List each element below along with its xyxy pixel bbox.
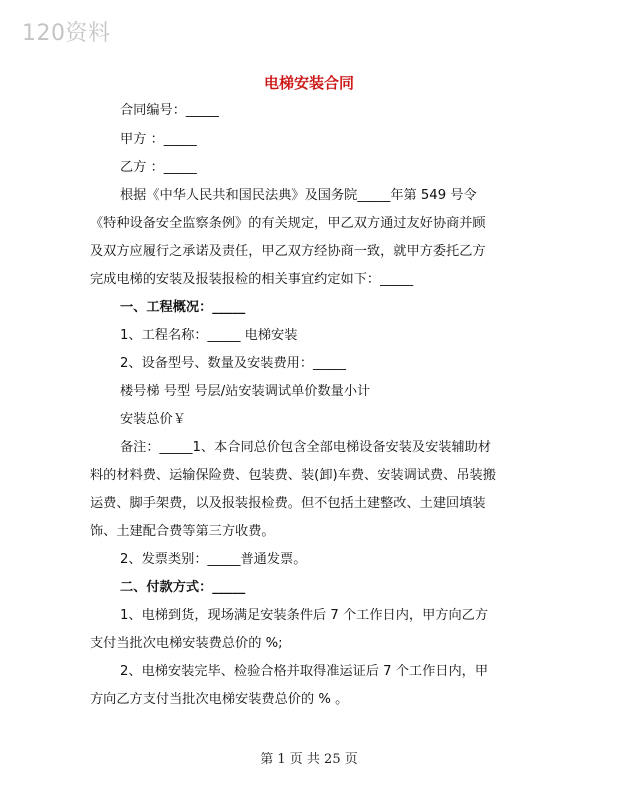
watermark-logo: 120资料 <box>22 21 111 46</box>
page-footer: 第 1 页 共 25 页 <box>260 752 358 767</box>
remark-line-4: 饰、土建配合费等第三方收费。 <box>90 524 275 539</box>
payment-1-line-2: 支付当批次电梯安装费总价的 %; <box>90 636 283 651</box>
party-b-line: 乙方 ：_____ <box>120 160 197 175</box>
preamble-line-1: 根据《中华人民共和国民法典》及国务院_____年第 549 号令 <box>120 188 477 203</box>
remark-line-3: 运费、脚手架费，以及报装报检费。但不包括土建整改、土建回填装 <box>90 496 486 511</box>
payment-1-line-1: 1、电梯到货，现场满足安装条件后 7 个工作日内，甲方向乙方 <box>120 608 489 623</box>
section-1-heading: 一、工程概况：_____ <box>120 300 246 315</box>
table-header-line: 楼号梯 号型 号层/站安装调试单价数量小计 <box>120 384 371 399</box>
remark-line-2: 料的材料费、运输保险费、包装费、装(卸)车费、安装调试费、吊装搬 <box>90 468 496 483</box>
preamble-line-2: 《特种设备安全监察条例》的有关规定，甲乙双方通过友好协商并顾 <box>90 216 486 231</box>
party-a-line: 甲方 ：_____ <box>120 132 197 147</box>
document-title: 电梯安装合同 <box>263 74 354 92</box>
invoice-type-line: 2、发票类别：_____普通发票。 <box>120 552 307 567</box>
payment-2-line-2: 方向乙方支付当批次电梯安装费总价的 % 。 <box>90 692 349 707</box>
preamble-line-3: 及双方应履行之承诺及责任，甲乙双方经协商一致，就甲方委托乙方 <box>90 244 486 259</box>
payment-2-line-1: 2、电梯安装完毕、检验合格并取得准运证后 7 个工作日内，甲 <box>120 664 489 679</box>
section-2-heading: 二、付款方式：_____ <box>120 580 246 595</box>
remark-line-1: 备注：_____1、本合同总价包含全部电梯设备安装及安装辅助材 <box>120 440 492 455</box>
total-price-line: 安装总价￥ <box>120 412 186 427</box>
contract-number-line: 合同编号：_____ <box>120 103 219 118</box>
project-name-line: 1、工程名称：_____ 电梯安装 <box>120 328 298 343</box>
equipment-line: 2、设备型号、数量及安装费用：_____ <box>120 356 346 371</box>
preamble-line-4: 完成电梯的安装及报装报检的相关事宜约定如下：_____ <box>90 272 414 287</box>
